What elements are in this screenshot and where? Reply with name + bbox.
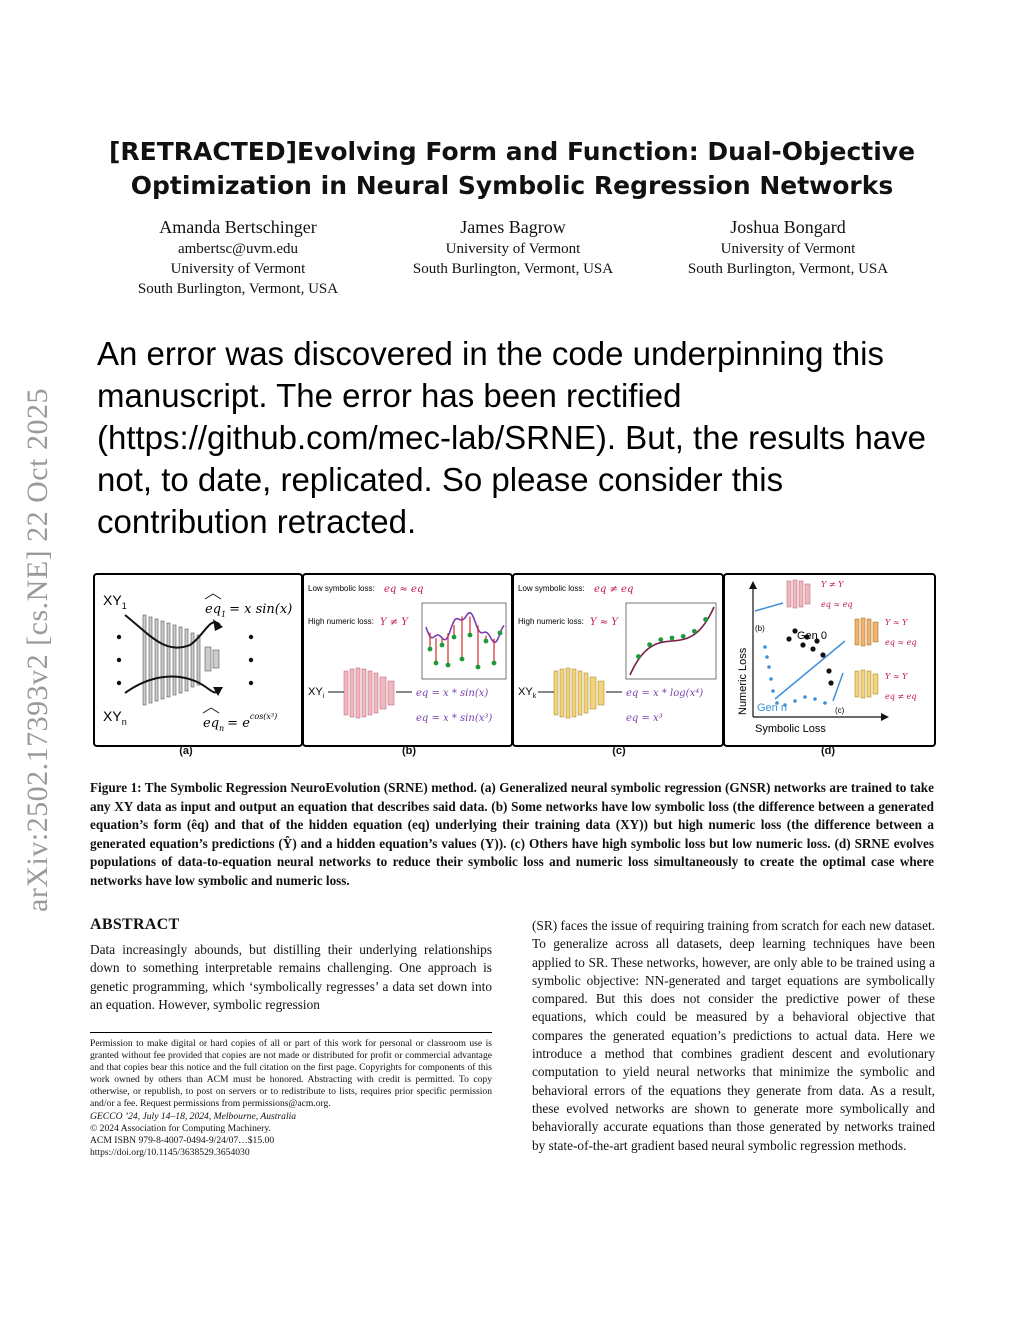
author-2 [393,215,633,279]
panel-label-d: (d) [820,745,836,757]
yellow-network-icon [855,670,878,698]
genn-point [765,655,769,659]
gen0-point [810,646,815,651]
net-k-symbolic: eq ≈ eq [885,638,917,647]
xy-label: $XY_i$ [308,686,325,700]
panel-d-diagram [725,575,934,745]
low-symbolic-label: Low symbolic loss: [518,584,585,593]
title-line-2: Optimization in Neural Symbolic Regression Networks [130,171,894,200]
net-l-symbolic: eq ≠ eq [885,692,917,701]
figure-caption: Figure 1: The Symbolic Regression NeuroEvolution (SRNE) method. (a) Generalized neural symbolic regression (GNSR) networks are trained to take any XY data as input and output an equation that describes said data. (b) Some networks have low symbolic loss (the difference between a generated equation’s form (êq) and that of the hidden equation (eq) underlying their training data (XY)) but high numeric loss (the difference between a generated equation’s predictions (Ŷ) and a hidden equation’s values (Y)). (c) Others have high symbolic loss but low numeric loss. (d) SRNE evolves populations of data-to-equation neural networks to reduce their symbolic loss and numeric loss simultaneously to create the optimal case where networks have low symbolic and numeric loss. [90,780,934,888]
generated-eq: eq = x * log(x⁴) [626,688,704,699]
author-location: South Burlington, Vermont, USA [412,261,614,277]
copyright: © 2024 Association for Computing Machinery. [90,1122,271,1134]
author-1 [118,215,358,299]
genn-point [823,701,827,705]
author-affiliation: University of Vermont [445,241,581,257]
data-point [636,654,641,659]
low-symbolic-eq: eq ≈ eq [384,584,424,595]
panel-label-a: (a) [179,745,193,757]
eq1-label: $eq_1 = x$ sin(x) [205,602,293,619]
orange-network-icon [855,618,878,646]
hidden-eq: eq = x³ [626,713,663,724]
gen0-point [800,642,805,647]
author-affiliation: University of Vermont [720,241,856,257]
author-name: Joshua Bongard [730,217,846,237]
abstract-left-column: Data increasingly abounds, but distilling their underlying relationships down to something interpretable remains challenging. One approach is genetic programming, which ‘symbolically regresses’ a data set down into an equation. However, symbolic regression [90,942,492,1012]
gen0-point [820,652,825,657]
gen0-point [828,680,833,685]
x-axis-label: Symbolic Loss [755,723,826,735]
generated-eq: eq = x * sin(x) [416,688,489,699]
genn-label: Gen n [757,702,787,714]
figure-panel-a [93,573,303,747]
data-point [692,629,697,634]
author-location: South Burlington, Vermont, USA [137,281,339,297]
genn-point [767,665,771,669]
net-j-numeric: Y ≠ Y [821,580,844,589]
network-stack-icon [143,615,219,705]
author-name: Amanda Bertschinger [159,217,317,237]
net-j-symbolic: eq ≈ eq [821,600,853,609]
high-numeric-label: High numeric loss: [518,617,584,626]
author-3 [668,215,908,279]
author-email: ambertsc@uvm.edu [177,241,299,257]
abstract-right-column: (SR) faces the issue of requiring training from scratch for each new dataset. To generalize across all datasets, deep learning techniques have been applied to SR. These networks, however, are only able to be trained using a symbolic objective: NN-generated and target equations are symbolically compared. But this does not consider the predictive power of these equations, which could be measured by a behavioral objective that compares the generated equation’s predictions to actual data. Here we introduce a method that combines gradient descent and evolutionary computation to yield neural networks that minimize the symbolic and behavioral errors of the equations they generate from data. As a result, these evolved networks are shown to generate more symbolically and behaviorally accurate equations than those generated by networks trained by state-of-the-art gradient based neural symbolic regression methods. [532,918,935,1153]
venue: GECCO ’24, July 14–18, 2024, Melbourne, Australia [90,1110,297,1122]
data-point [484,639,489,644]
title-line-1: [RETRACTED]Evolving Form and Function: Dual-Objective [108,137,916,166]
footnote [90,1038,492,1159]
retraction-notice: An error was discovered in the code underpinning this manuscript. The error has been rectified (https://github.com/mec-lab/SRNE). But, the results have not, to date, replicated. So please consider this contribution retracted. [97,335,927,540]
arxiv-sidebar [8,300,68,1000]
panel-label-b: (b) [401,745,417,757]
low-symbolic-label: Low symbolic loss: [308,584,375,593]
panel-label-c: (c) [612,745,626,757]
yellow-network-icon [554,668,604,718]
data-point [452,635,457,640]
isbn: ACM ISBN 979-8-4007-0494-9/24/07…$15.00 [90,1134,275,1146]
author-name: James Bagrow [460,217,566,237]
genn-point [771,689,775,693]
genn-point [793,699,797,703]
abstract-heading: ABSTRACT [90,916,180,933]
hidden-eq: eq = x * sin(x³) [416,713,493,724]
permission-text: Permission to make digital or hard copies of all or part of this work for personal or classroom use is granted without fee provided that copies are not made or distributed for profit or commercial advantage and that copies bear this notice and the full citation on the first page. Copyrights for components of this work owned by others than ACM must be honored. Abstracting with credit is permitted. To copy otherwise, or republish, to post on servers or to redistribute to lists, requires prior specific permission and/or a fee. Request permissions from permissions@acm.org. [90,1038,492,1110]
data-point [658,637,663,642]
y-axis-label: Numeric Loss [737,647,749,715]
low-symbolic-eq: eq ≠ eq [594,584,634,595]
data-point [670,636,675,641]
data-point [492,661,497,666]
data-point [446,663,451,668]
high-numeric-eq: Y ≈ Y [590,617,618,628]
eqn-label: $eq_n = e^{cos(x^3)}$ [203,712,278,733]
net-l-numeric: Y ≈ Y [885,672,908,681]
genn-point [803,695,807,699]
xy1-label: $XY_1$ [103,592,127,611]
gen0-point [786,636,791,641]
data-point [498,631,503,636]
figure-panel-b [302,573,513,747]
pink-network-icon [344,668,394,718]
figure-panel-d [723,573,936,747]
data-point [468,633,473,638]
data-point [434,661,439,666]
c-tag: (c) [835,706,845,715]
panel-b-diagram [304,575,511,745]
genn-point [813,697,817,701]
author-location: South Burlington, Vermont, USA [687,261,889,277]
panel-a-diagram [95,575,301,745]
data-point [703,617,708,622]
net-k-numeric: Y ≈ Y [885,618,908,627]
panel-c-diagram [514,575,722,745]
data-point [460,657,465,662]
data-point [440,643,445,648]
pink-network-icon [787,580,810,608]
gen0-point [826,668,831,673]
genn-point [763,645,767,649]
figure-panel-c [512,573,724,747]
data-point [681,634,686,639]
author-affiliation: University of Vermont [170,261,306,277]
data-point [476,665,481,670]
xyn-label: $XY_n$ [103,708,127,727]
data-point [428,647,433,652]
genn-point [769,677,773,681]
footnote-rule [90,1032,492,1033]
gen0-label: Gen 0 [797,630,827,642]
high-numeric-eq: Y ≠ Y [380,617,408,628]
high-numeric-label: High numeric loss: [308,617,374,626]
xy-label: $XY_k$ [518,686,537,700]
paper-title [90,135,934,203]
doi-link[interactable]: https://doi.org/10.1145/3638529.3654030 [90,1146,250,1158]
arxiv-id: arXiv:2502.17393v2 [cs.NE] 22 Oct 2025 [21,388,54,912]
b-tag: (b) [755,624,765,633]
data-point [647,642,652,647]
